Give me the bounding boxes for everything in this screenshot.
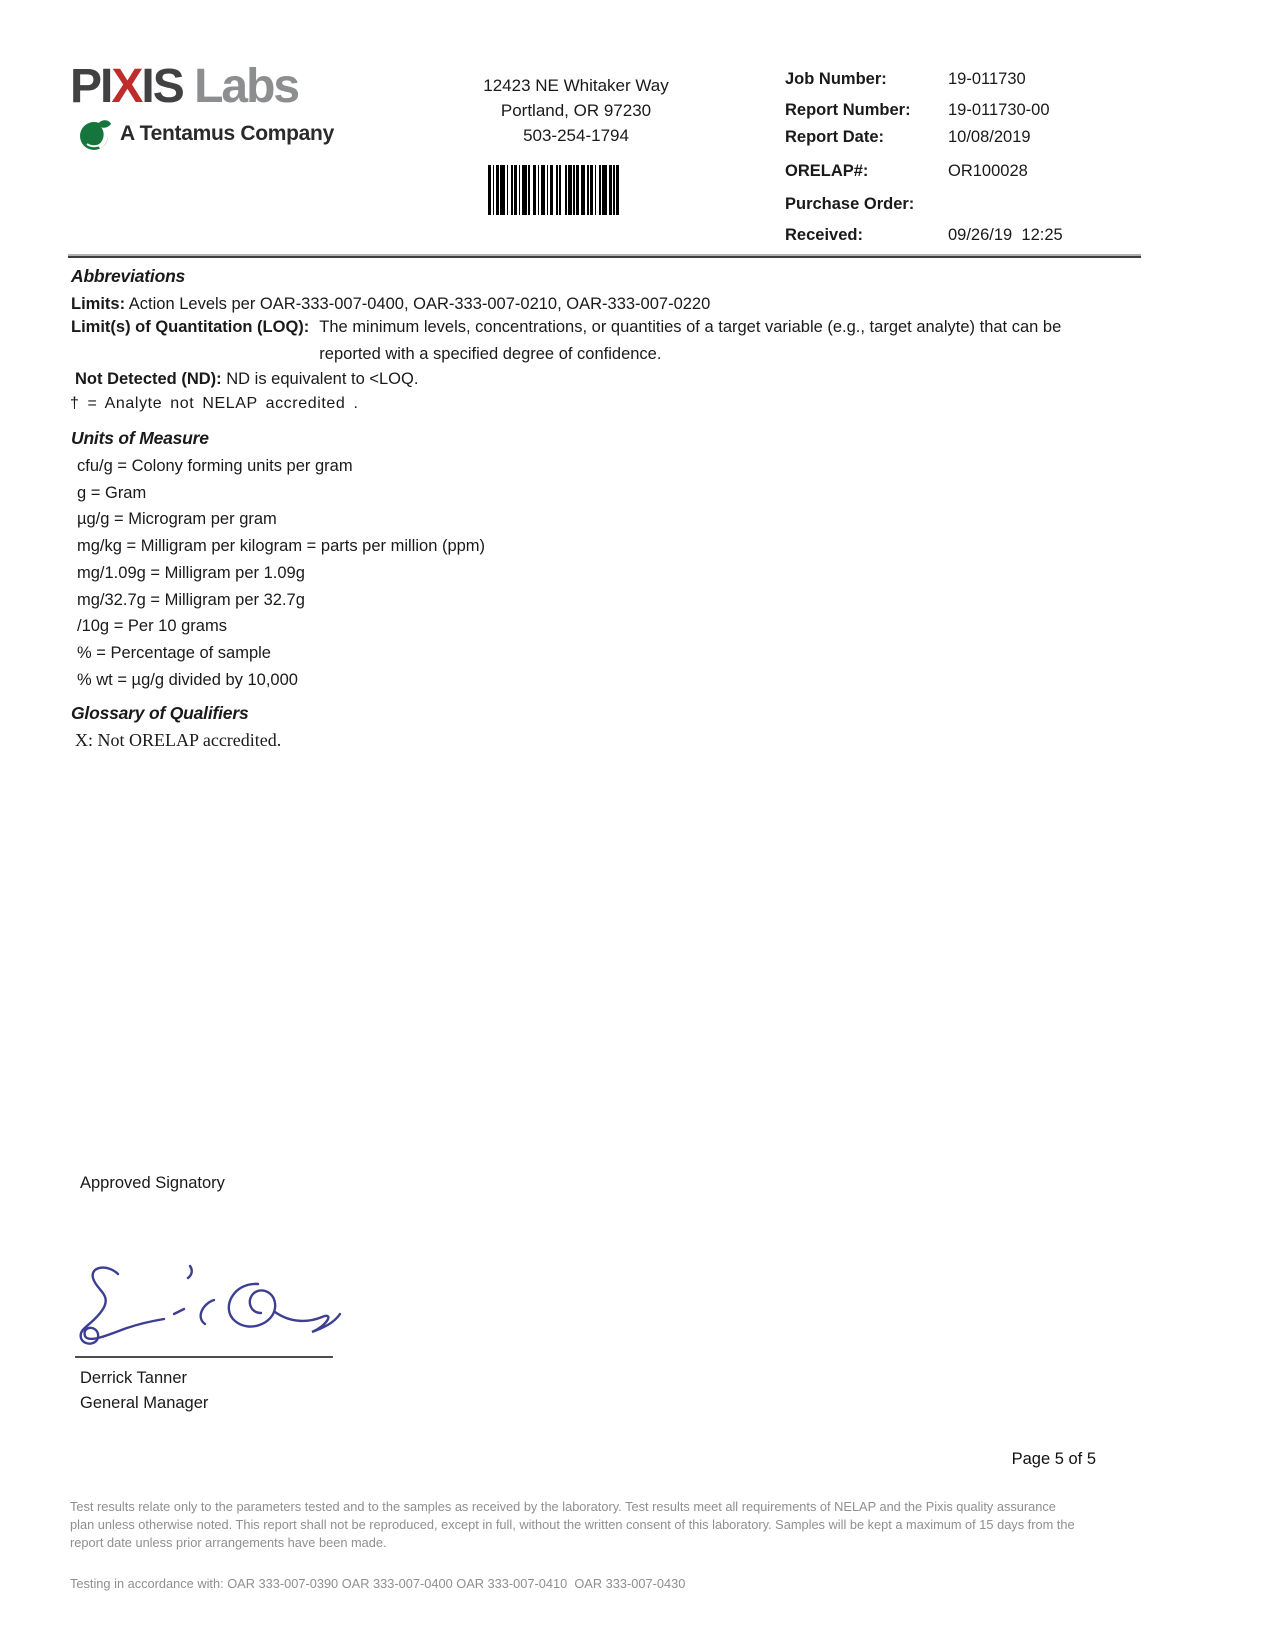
purchase-order-label: Purchase Order: bbox=[785, 195, 915, 213]
unit-item: g = Gram bbox=[77, 483, 147, 502]
signature-image bbox=[72, 1262, 342, 1352]
footer-disclaimer: Test results relate only to the parameters tested and to the samples as received by the laboratory. Test results meet all requirements of NELAP and the Pixis quality assurance plan unless otherwise noted. This report shall not be reproduced, except in full, without the written consent of this laboratory. Samples will be kept a maximum of 15 days from the report date unless prior arrangements have been made. bbox=[70, 1499, 1075, 1550]
address-line-3: 503-254-1794 bbox=[523, 126, 629, 145]
dagger-note: † = Analyte not NELAP accredited . bbox=[70, 395, 359, 412]
approved-signatory-label: Approved Signatory bbox=[80, 1174, 225, 1192]
unit-item: % wt = µg/g divided by 10,000 bbox=[77, 670, 298, 689]
address-line-1: 12423 NE Whitaker Way bbox=[483, 76, 669, 95]
job-number-value: 19-011730 bbox=[948, 70, 1026, 88]
address-line-2: Portland, OR 97230 bbox=[500, 101, 652, 120]
loq-label: Limit(s) of Quantitation (LOQ): bbox=[71, 318, 310, 336]
not-detected-label: Not Detected (ND): bbox=[75, 370, 222, 388]
pixis-labs-logo bbox=[70, 60, 334, 151]
orelap-value: OR100028 bbox=[948, 162, 1028, 180]
logo-text-is: IS bbox=[141, 60, 183, 113]
header-separator bbox=[68, 254, 1141, 258]
logo-text-labs: Labs bbox=[194, 60, 299, 113]
unit-item: µg/g = Microgram per gram bbox=[77, 510, 277, 529]
report-number-value: 19-011730-00 bbox=[948, 101, 1050, 119]
barcode bbox=[488, 165, 640, 215]
unit-item: cfu/g = Colony forming units per gram bbox=[77, 457, 353, 475]
signatory-name: Derrick Tanner bbox=[80, 1369, 187, 1387]
glossary-item: X: Not ORELAP accredited. bbox=[75, 730, 282, 750]
unit-item: mg/32.7g = Milligram per 32.7g bbox=[77, 590, 305, 609]
logo-tagline: A Tentamus Company bbox=[120, 122, 334, 145]
unit-item: /10g = Per 10 grams bbox=[77, 617, 227, 636]
unit-item: mg/1.09g = Milligram per 1.09g bbox=[77, 563, 305, 582]
report-number-label: Report Number: bbox=[785, 101, 911, 119]
limits-text: Action Levels per OAR-333-007-0400, OAR-333-007-0210, OAR-333-007-0220 bbox=[128, 295, 711, 313]
units-list bbox=[77, 453, 485, 693]
logo-wordmark bbox=[70, 60, 334, 113]
logo-text-x: X bbox=[111, 60, 142, 113]
footer-testing-accordance: Testing in accordance with: OAR 333-007-0390 OAR 333-007-0400 OAR 333-007-0410 OAR 333-007-0430 bbox=[70, 1576, 686, 1591]
not-detected-text: ND is equivalent to <LOQ. bbox=[226, 370, 419, 388]
not-detected-line bbox=[75, 366, 418, 393]
page-number: Page 5 of 5 bbox=[1011, 1450, 1096, 1468]
loq-text: The minimum levels, concentrations, or quantities of a target variable (e.g., target analyte) that can be reported with a specified degree of confidence. bbox=[319, 318, 1062, 363]
abbreviations-title: Abbreviations bbox=[71, 266, 186, 286]
units-title: Units of Measure bbox=[71, 428, 209, 448]
report-date-label: Report Date: bbox=[785, 128, 885, 146]
received-label: Received: bbox=[785, 226, 863, 244]
received-value: 09/26/19 12:25 bbox=[948, 226, 1063, 244]
glossary-title: Glossary of Qualifiers bbox=[71, 703, 249, 723]
orelap-label: ORELAP#: bbox=[785, 162, 869, 180]
loq-line bbox=[71, 314, 1124, 367]
signatory-title: General Manager bbox=[80, 1394, 209, 1412]
job-number-label: Job Number: bbox=[785, 70, 887, 88]
leaf-icon bbox=[78, 117, 112, 151]
signature-line bbox=[75, 1356, 333, 1358]
barcode-bar bbox=[619, 165, 621, 215]
unit-item: % = Percentage of sample bbox=[77, 643, 271, 662]
unit-item: mg/kg = Milligram per kilogram = parts per million (ppm) bbox=[77, 537, 486, 556]
logo-text-pi: PI bbox=[70, 60, 112, 113]
report-date-value: 10/08/2019 bbox=[948, 128, 1031, 146]
job-info-block bbox=[785, 70, 1145, 260]
limits-label: Limits: bbox=[71, 295, 126, 313]
lab-address bbox=[426, 73, 726, 148]
